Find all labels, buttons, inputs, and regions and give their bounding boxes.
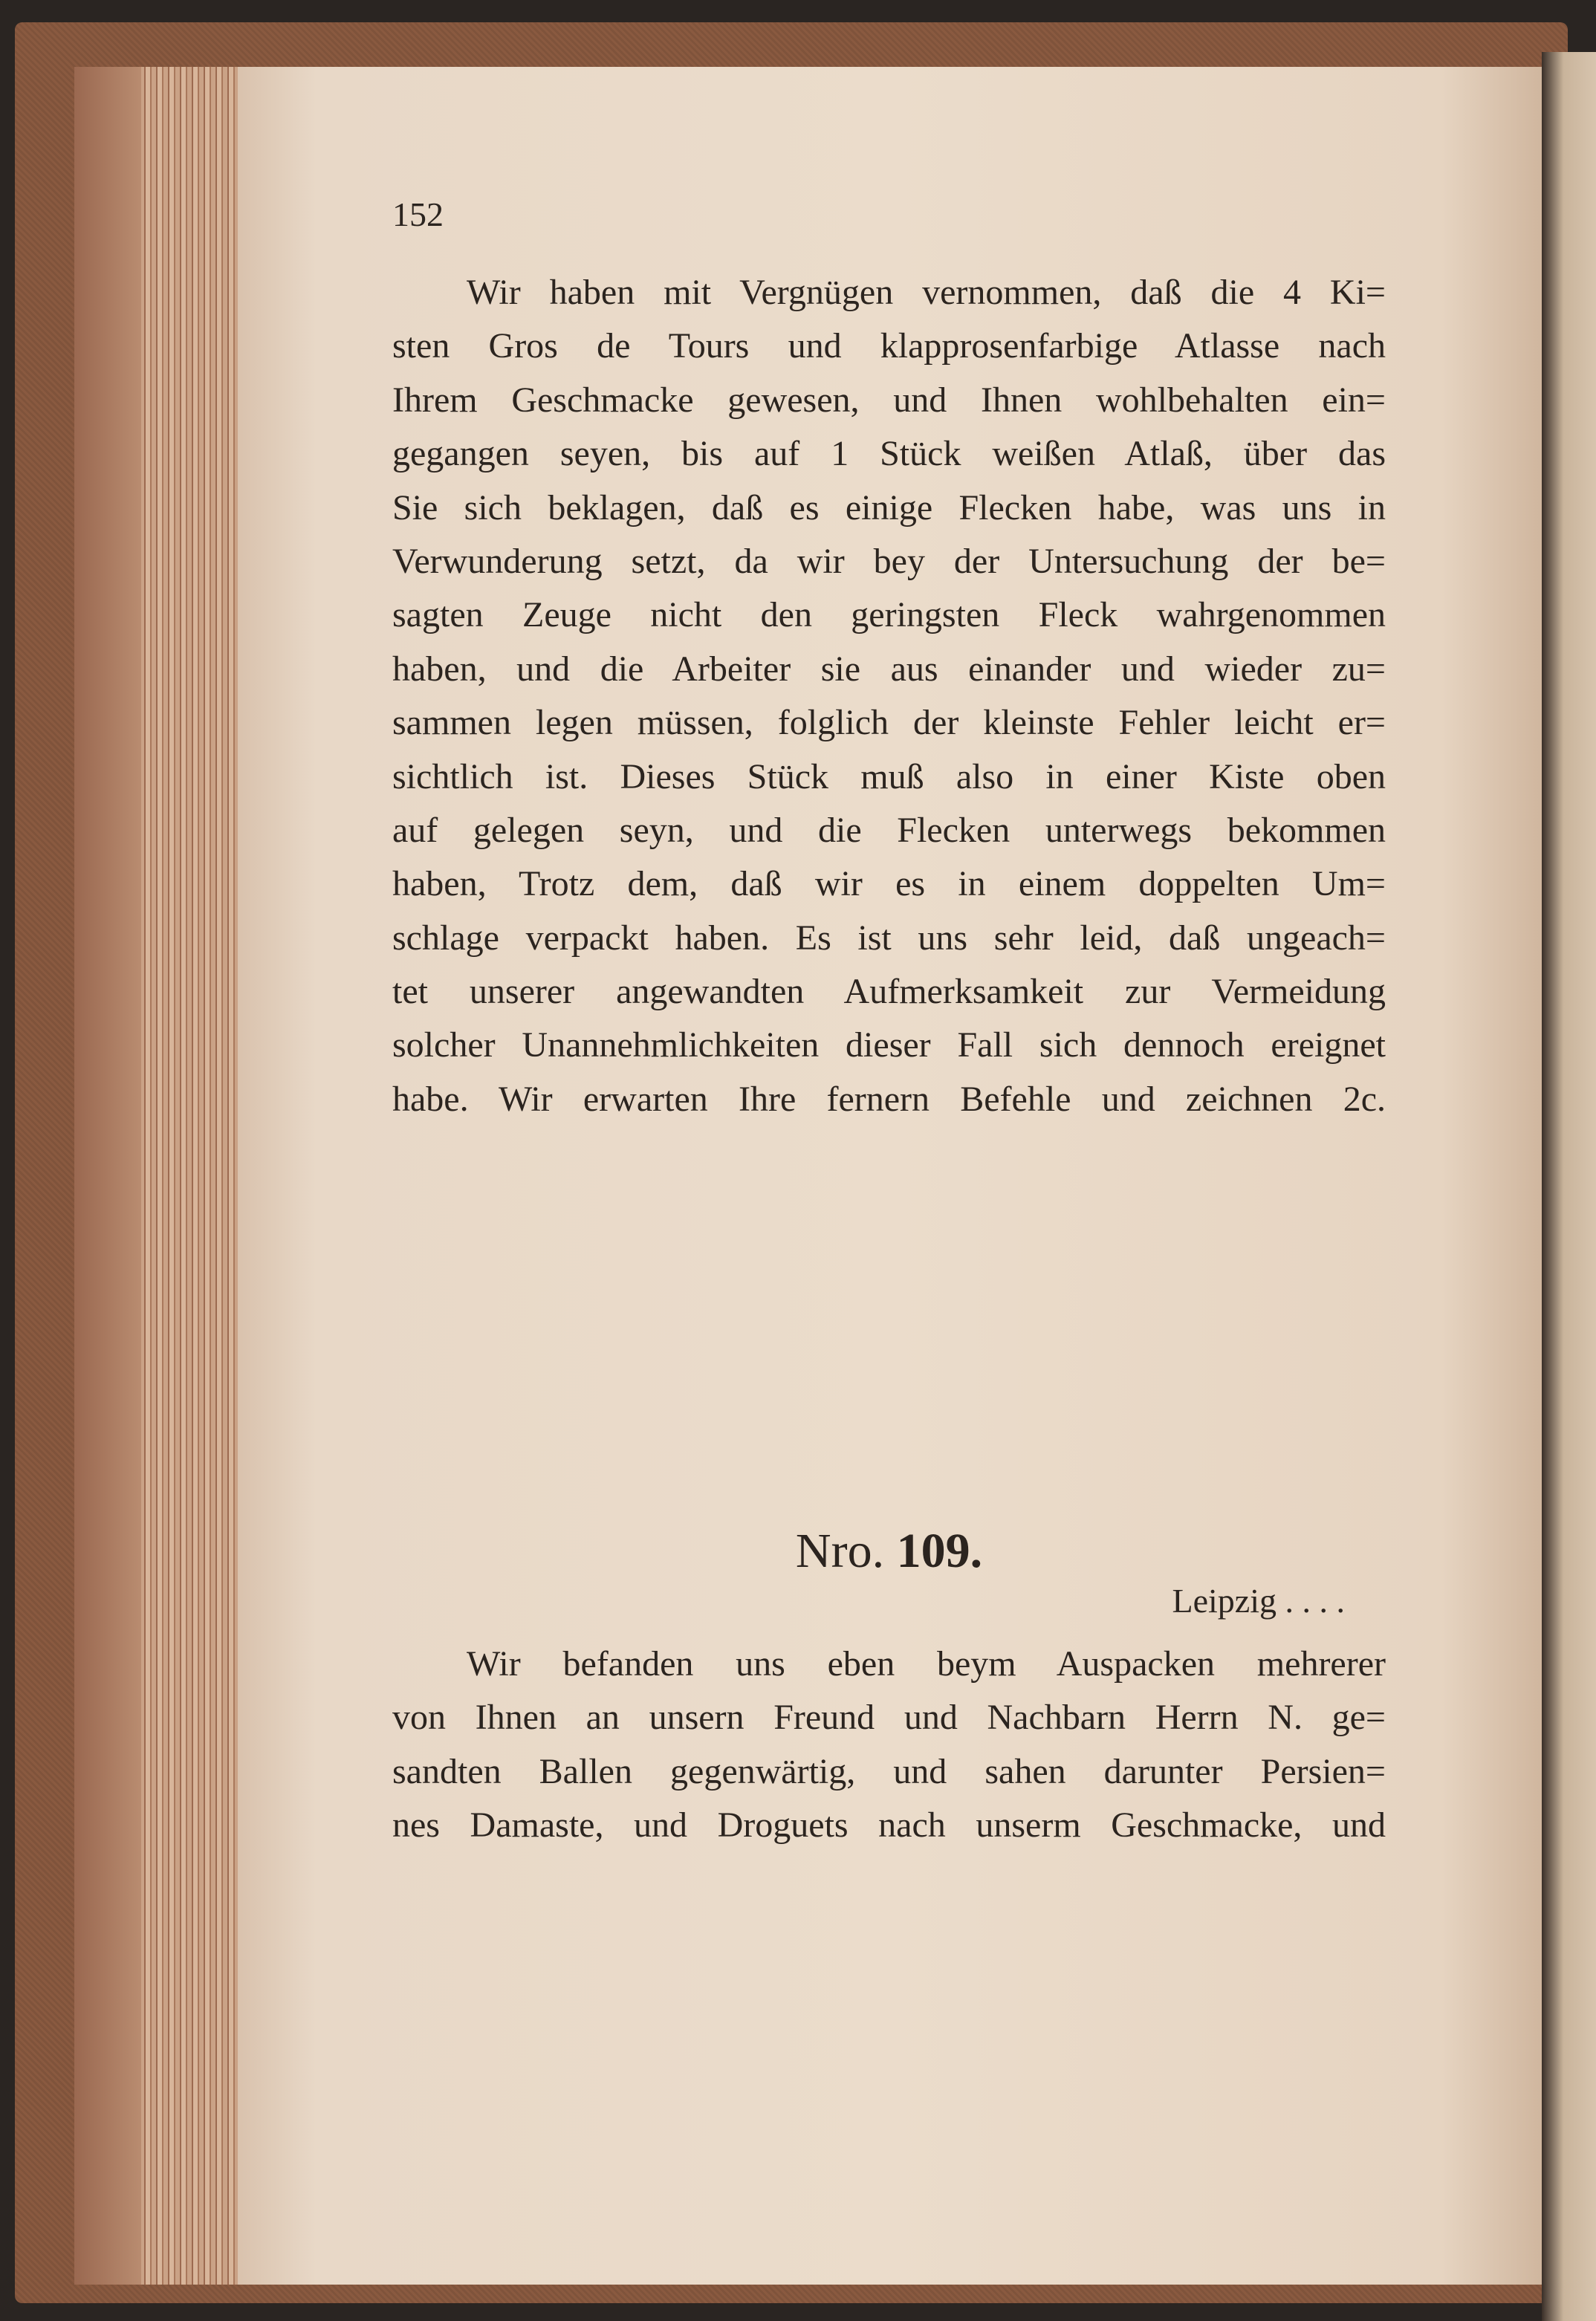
page-number: 152 (392, 195, 444, 233)
text-line: Wir haben mit Vergnügen vernommen, daß die 4 Ki= (467, 273, 1386, 312)
text-line: nes Damaste, und Droguets nach unserm Geschmacke, und (392, 1805, 1386, 1846)
text-line: habe. Wir erwarten Ihre fernern Befehle und zeichnen 2c. (392, 1079, 1386, 1119)
text-line: sammen legen müssen, folglich der kleinste Fehler leicht er= (392, 703, 1386, 743)
text-line: sichtlich ist. Dieses Stück muß also in einer Kiste oben (392, 756, 1386, 796)
letter-108-paragraph (392, 266, 1386, 1126)
text-line: haben, und die Arbeiter sie aus einander und wieder zu= (392, 649, 1386, 689)
text-line: Ihrem Geschmacke gewesen, und Ihnen wohlbehalten ein= (392, 380, 1386, 420)
text-line: Wir befanden uns eben beym Auspacken mehrerer (467, 1644, 1386, 1684)
cover-spine-edge (74, 67, 141, 2285)
text-line: sten Gros de Tours und klapprosenfarbige Atlasse nach (392, 326, 1386, 366)
text-line: tet unserer angewandten Aufmerksamkeit zur Vermeidung (392, 972, 1386, 1012)
text-line: von Ihnen an unsern Freund und Nachbarn Herrn N. ge= (392, 1698, 1386, 1738)
letter-109-paragraph (392, 1637, 1386, 1853)
text-line: schlage verpackt haben. Es ist uns sehr leid, daß ungeach= (392, 918, 1386, 958)
text-line: solcher Unannehmlichkeiten dieser Fall sich dennoch ereignet (392, 1025, 1386, 1065)
text-line: sandten Ballen gegenwärtig, und sahen darunter Persien= (392, 1751, 1386, 1791)
heading-number: 109. (896, 1524, 983, 1578)
letter-heading (392, 1523, 1386, 1580)
text-line: Sie sich beklagen, daß es einige Flecken habe, was uns in (392, 487, 1386, 528)
text-line: haben, Trotz dem, daß wir es in einem doppelten Um= (392, 864, 1386, 904)
text-line: Verwunderung setzt, da wir bey der Untersuchung der be= (392, 541, 1386, 581)
text-line: auf gelegen seyn, und die Flecken unterwegs bekommen (392, 810, 1386, 850)
text-line: gegangen seyen, bis auf 1 Stück weißen Atlaß, über das (392, 434, 1386, 474)
bleed-through-shadow (392, 1159, 1386, 1456)
dateline: Leipzig . . . . (1172, 1582, 1345, 1620)
heading-prefix: Nro. (795, 1524, 885, 1578)
facing-page-edge (1542, 52, 1596, 2321)
text-line: sagten Zeuge nicht den geringsten Fleck wahrgenommen (392, 595, 1386, 635)
